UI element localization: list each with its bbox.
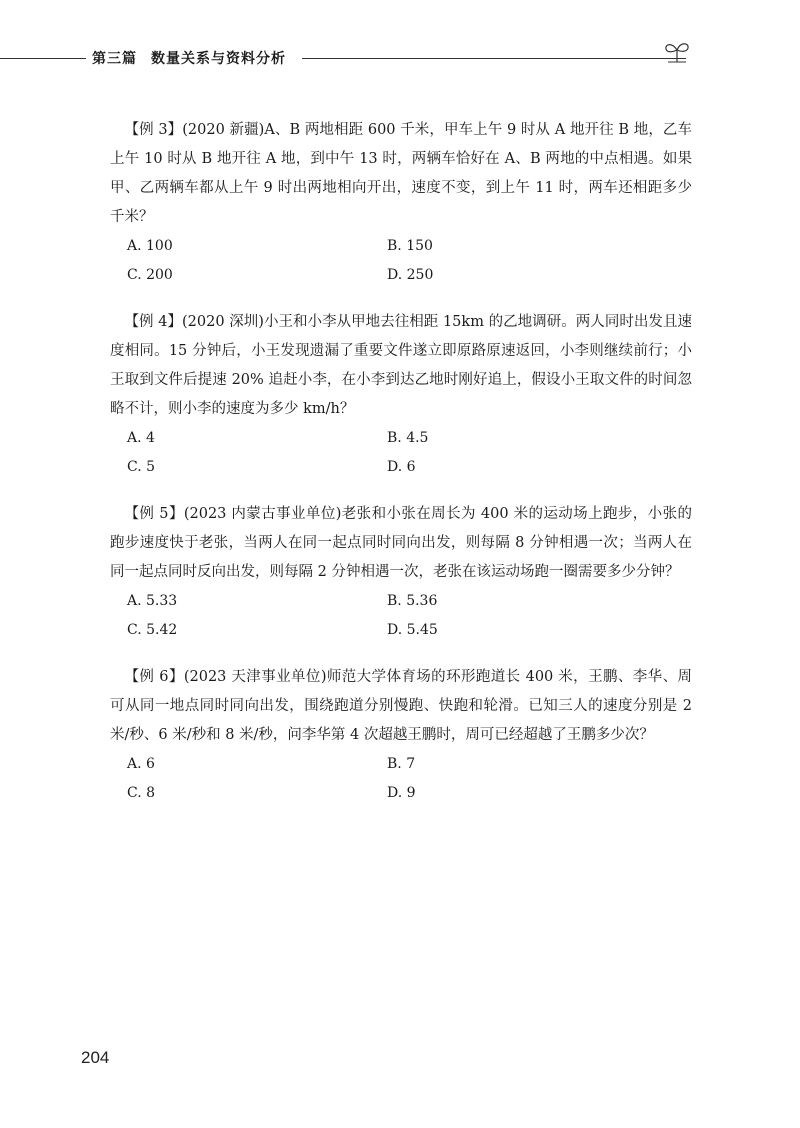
- option-a: A. 4: [127, 430, 155, 446]
- option-c: C. 8: [127, 785, 156, 801]
- page-header: [0, 44, 800, 74]
- option-a: A. 6: [127, 756, 155, 772]
- header-section-title: 数量关系与资料分析: [151, 51, 286, 67]
- question-example-4: [110, 308, 692, 482]
- header-rule-left: [0, 58, 86, 59]
- sprout-icon: [662, 38, 692, 68]
- options-row: [110, 616, 692, 645]
- option-b: B. 150: [387, 238, 433, 254]
- header-part: 第三篇: [92, 51, 137, 67]
- header-title: [92, 48, 286, 68]
- options-row: [110, 453, 692, 482]
- option-d: D. 250: [387, 267, 434, 283]
- option-a: A. 5.33: [127, 593, 178, 609]
- options-row: [110, 261, 692, 290]
- option-d: D. 6: [387, 459, 416, 475]
- option-c: C. 5.42: [127, 622, 178, 638]
- option-b: B. 4.5: [387, 430, 429, 446]
- header-rule-right: [302, 58, 686, 59]
- option-b: B. 5.36: [387, 593, 438, 609]
- question-stem: 【例 4】(2020 深圳)小王和小李从甲地去往相距 15km 的乙地调研。两人同时出发且速度相同。15 分钟后，小王发现遗漏了重要文件遂立即原路原速返回，小李则继续前行；小王取到文件后提速 20% 追赶小李，在小李到达乙地时刚好追上，假设小王取文件的时间忽略不计，则小李的速度为多少 km/h？: [110, 314, 692, 417]
- options-row: [110, 779, 692, 808]
- option-d: D. 9: [387, 785, 416, 801]
- option-d: D. 5.45: [387, 622, 438, 638]
- question-example-6: [110, 663, 692, 808]
- page-content: [110, 116, 692, 826]
- options-row: [110, 424, 692, 453]
- option-a: A. 100: [127, 238, 173, 254]
- question-example-3: [110, 116, 692, 290]
- question-example-5: [110, 500, 692, 645]
- question-stem: 【例 5】(2023 内蒙古事业单位)老张和小张在周长为 400 米的运动场上跑步，小张的跑步速度快于老张，当两人在同一起点同时同向出发，则每隔 8 分钟相遇一次；当两人在同一起点同时反向出发，则每隔 2 分钟相遇一次，老张在该运动场跑一圈需要多少分钟？: [110, 506, 692, 580]
- question-stem: 【例 6】(2023 天津事业单位)师范大学体育场的环形跑道长 400 米，王鹏、李华、周可从同一地点同时同向出发，围绕跑道分别慢跑、快跑和轮滑。已知三人的速度分别是 2 米/秒、6 米/秒和 8 米/秒，问李华第 4 次超越王鹏时，周可已经超越了王鹏多少次？: [110, 669, 692, 743]
- options-row: [110, 587, 692, 616]
- option-c: C. 5: [127, 459, 156, 475]
- question-stem: 【例 3】(2020 新疆)A、B 两地相距 600 千米，甲车上午 9 时从 A 地开往 B 地，乙车上午 10 时从 B 地开往 A 地，到中午 13 时，两辆车恰好在 A、B 两地的中点相遇。如果甲、乙两辆车都从上午 9 时出两地相向开出，速度不变，到上午 11 时，两车还相距多少千米？: [110, 122, 692, 225]
- options-row: [110, 750, 692, 779]
- page-number: 204: [81, 1048, 110, 1067]
- option-b: B. 7: [387, 756, 416, 772]
- options-row: [110, 232, 692, 261]
- option-c: C. 200: [127, 267, 173, 283]
